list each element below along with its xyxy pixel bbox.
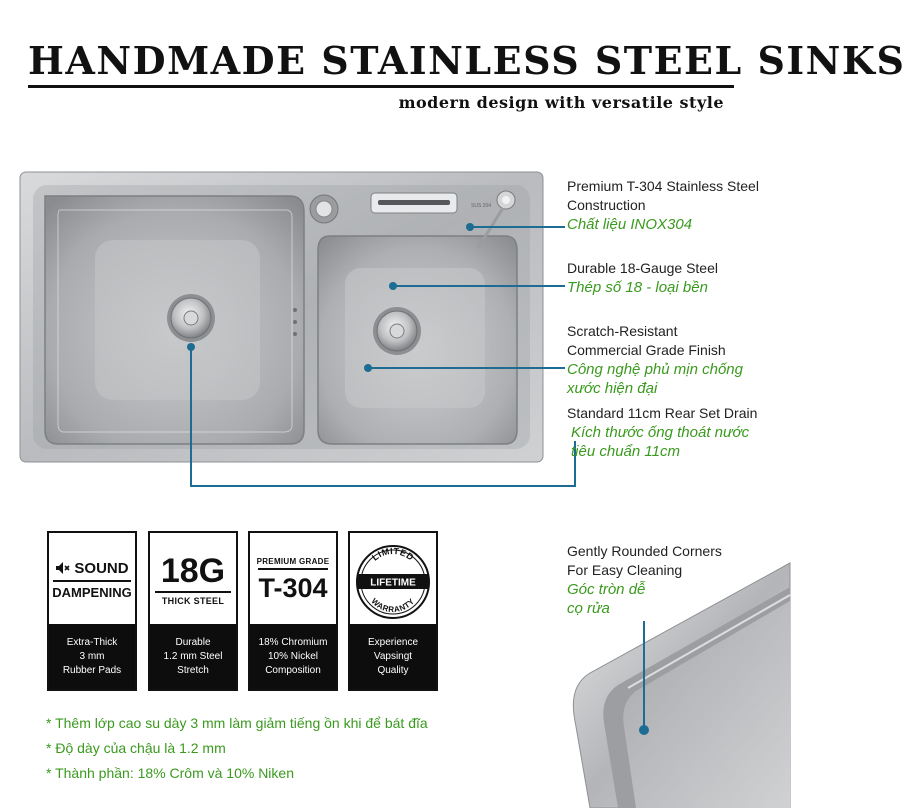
title-underline bbox=[28, 85, 734, 88]
badge-lifetime-warranty: LIMITED LIFETIME WARRANTY Experience Vapsingt Quality bbox=[348, 531, 438, 691]
badge-thick-steel: 18G THICK STEEL Durable 1.2 mm Steel Stretch bbox=[148, 531, 238, 691]
page-subtitle: modern design with versatile style bbox=[398, 93, 724, 112]
svg-text:LIFETIME: LIFETIME bbox=[370, 577, 416, 588]
svg-text:WARRANTY: WARRANTY bbox=[369, 596, 417, 614]
sink-model-label: SUS 304 bbox=[471, 203, 492, 209]
note-item: * Độ dày của chậu là 1.2 mm bbox=[46, 740, 226, 756]
feature-drain: Standard 11cm Rear Set Drain Kích thước ống thoát nước tiêu chuẩn 11cm bbox=[567, 405, 758, 460]
warranty-seal-icon bbox=[352, 538, 434, 622]
note-item: * Thêm lớp cao su dày 3 mm làm giảm tiếng ồn khi để bát đĩa bbox=[46, 715, 428, 731]
feature-material: Premium T-304 Stainless Steel Construction Chất liệu INOX304 bbox=[567, 178, 759, 233]
rounded-corner-photo bbox=[570, 555, 790, 808]
svg-text:LIMITED: LIMITED bbox=[370, 545, 416, 563]
feature-finish: Scratch-Resistant Commercial Grade Finish Công nghệ phủ mịn chống xước hiện đại bbox=[567, 323, 743, 397]
feature-corners: Gently Rounded Corners For Easy Cleaning Góc tròn dễ cọ rửa bbox=[567, 543, 722, 617]
badge-sound-dampening: SOUND DAMPENING Extra-Thick 3 mm Rubber Pads bbox=[47, 531, 137, 691]
note-item: * Thành phần: 18% Crôm và 10% Niken bbox=[46, 765, 294, 781]
page-title: HANDMADE STAINLESS STEEL SINKS bbox=[28, 38, 905, 83]
feature-gauge: Durable 18-Gauge Steel Thép số 18 - loại bền bbox=[567, 260, 718, 296]
notes-list bbox=[46, 711, 428, 786]
badge-premium-grade: PREMIUM GRADE T-304 18% Chromium 10% Nickel Composition bbox=[248, 531, 338, 691]
speaker-mute-icon bbox=[55, 561, 71, 575]
